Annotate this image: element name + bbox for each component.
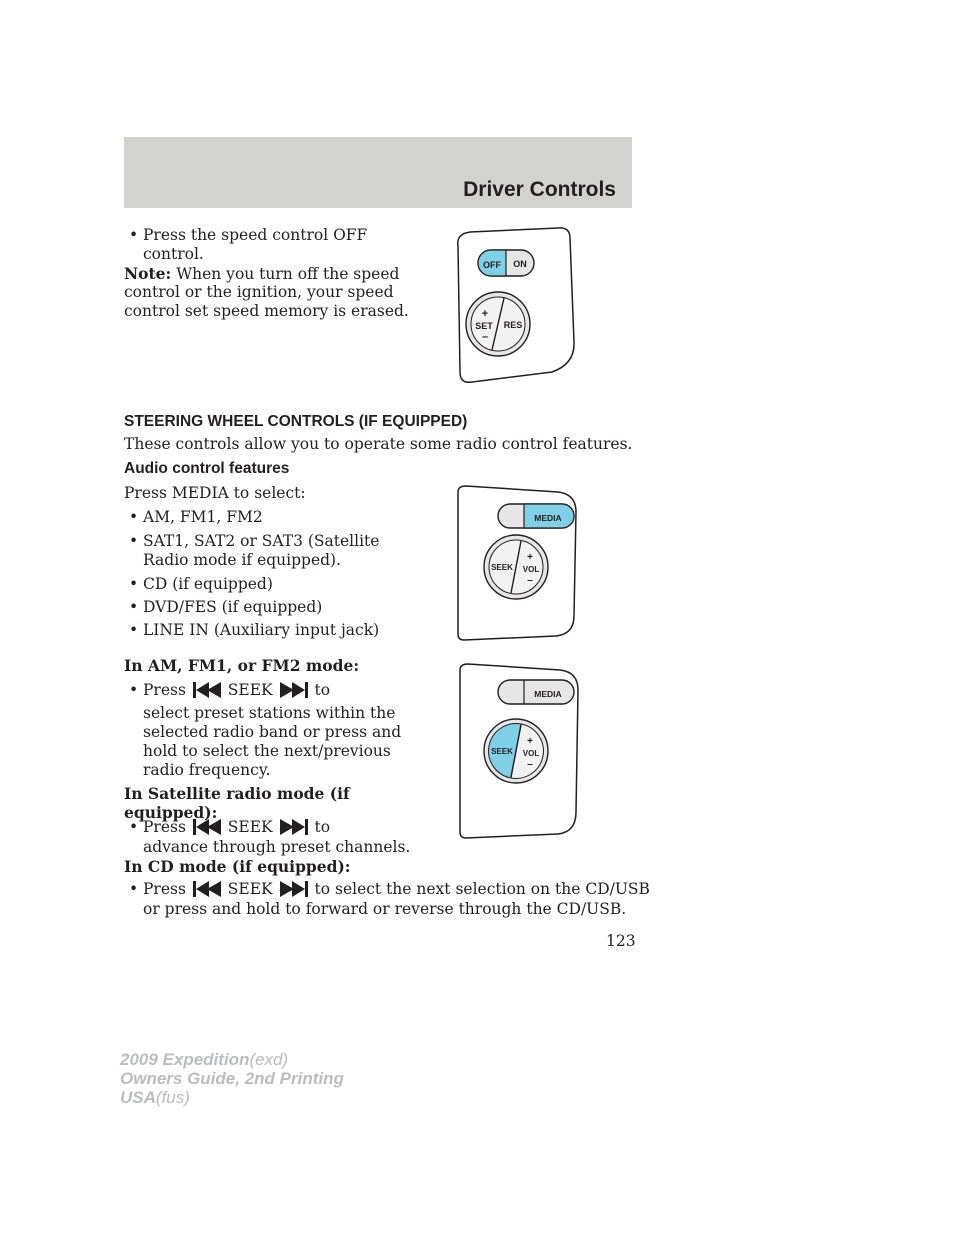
seek-back-icon [191,682,223,698]
am-fm-line: radio frequency. [143,761,271,779]
media-figure-2 [456,662,584,842]
bullet-dot: • [129,598,139,616]
vol-minus-label: – [527,575,533,586]
am-fm-line: selected radio band or press and [143,723,402,741]
media-item: DVD/FES (if equipped) [143,598,323,616]
speed-bullet-line1: Press the speed control OFF [143,226,368,244]
page-number: 123 [606,932,636,950]
satellite-press-line [143,818,330,837]
am-fm-heading: In AM, FM1, or FM2 mode: [124,656,360,675]
seek-forward-icon [278,819,310,835]
seek-back-icon [191,881,223,897]
to-word: to [314,818,331,836]
off-label: OFF [483,260,501,270]
satellite-line: advance through preset channels. [143,838,411,856]
on-label: ON [513,259,527,269]
note-line1: When you turn off the speed [176,265,400,283]
footer-line3 [120,1088,344,1107]
vol-label: VOL [522,749,540,758]
media-item: CD (if equipped) [143,575,273,593]
media-label: MEDIA [534,689,562,699]
cd-line2: or press and hold to forward or reverse through the CD/USB. [143,900,627,918]
seek-back-icon [191,819,223,835]
steering-heading: STEERING WHEEL CONTROLS (IF EQUIPPED) [124,413,468,430]
cd-tail-text: to select the next selection on the CD/USB [314,880,650,898]
media-item: SAT1, SAT2 or SAT3 (Satellite [143,532,380,550]
seek-label: SEEK [491,563,513,572]
footer-region-code: (fus) [155,1088,190,1107]
vol-label: VOL [522,565,540,574]
cd-heading: In CD mode (if equipped): [124,857,351,876]
seek-word: SEEK [227,681,273,699]
press-word: Press [143,880,186,898]
media-item: LINE IN (Auxiliary input jack) [143,621,380,639]
seek-forward-icon [278,881,310,897]
note-paragraph [124,264,399,284]
footer-model: 2009 Expedition [120,1050,250,1069]
seek-vol-dial [484,535,548,599]
media-figure-1 [454,484,582,644]
off-on-switch [478,250,534,276]
satellite-heading-line1: In Satellite radio mode (if [124,784,350,803]
note-label: Note: [124,264,172,283]
media-switch [498,680,574,704]
header-band [124,137,632,208]
bullet-dot: • [129,621,139,639]
bullet-dot: • [129,575,139,593]
steering-intro: These controls allow you to operate some radio control features. [124,435,633,453]
media-item-cont: Radio mode if equipped). [143,551,342,569]
plus-label: + [481,308,489,320]
seek-label: SEEK [491,747,513,756]
bullet-dot: • [129,226,139,244]
vol-plus-label: + [527,736,533,747]
footer-line2 [120,1069,344,1088]
press-word: Press [143,818,186,836]
seek-forward-icon [278,682,310,698]
speed-bullet-line2: control. [143,245,204,263]
media-switch [498,504,574,528]
media-intro: Press MEDIA to select: [124,484,306,502]
seek-word: SEEK [227,818,273,836]
set-res-dial [466,292,530,356]
audio-subheading: Audio control features [124,460,290,477]
bullet-dot: • [129,818,139,836]
media-label: MEDIA [534,513,562,523]
footer-region: USA [120,1088,156,1107]
note-line2: control or the ignition, your speed [124,283,394,301]
am-fm-line: hold to select the next/previous [143,742,391,760]
press-word: Press [143,681,186,699]
vol-plus-label: + [527,552,533,563]
note-line3: control set speed memory is erased. [124,302,409,320]
footer-line1 [120,1050,344,1069]
res-label: RES [503,320,523,330]
seek-vol-dial [484,719,548,783]
media-item: AM, FM1, FM2 [143,508,263,526]
footer-model-code: (exd) [249,1050,289,1069]
minus-label: – [481,331,489,343]
cd-press-line [143,880,650,899]
satellite-heading-line2: equipped): [124,803,218,822]
am-fm-line: select preset stations within the [143,704,396,722]
am-fm-press-line [143,681,330,700]
seek-word: SEEK [227,880,273,898]
bullet-dot: • [129,880,139,898]
bullet-dot: • [129,532,139,550]
set-label: SET [475,321,493,331]
vol-minus-label: – [527,759,533,770]
bullet-dot: • [129,508,139,526]
speed-control-figure [452,226,578,386]
section-title: Driver Controls [463,178,616,201]
to-word: to [314,681,331,699]
footer [120,1050,344,1107]
bullet-dot: • [129,681,139,699]
footer-guide: Owners Guide, 2nd Printing [120,1069,344,1088]
